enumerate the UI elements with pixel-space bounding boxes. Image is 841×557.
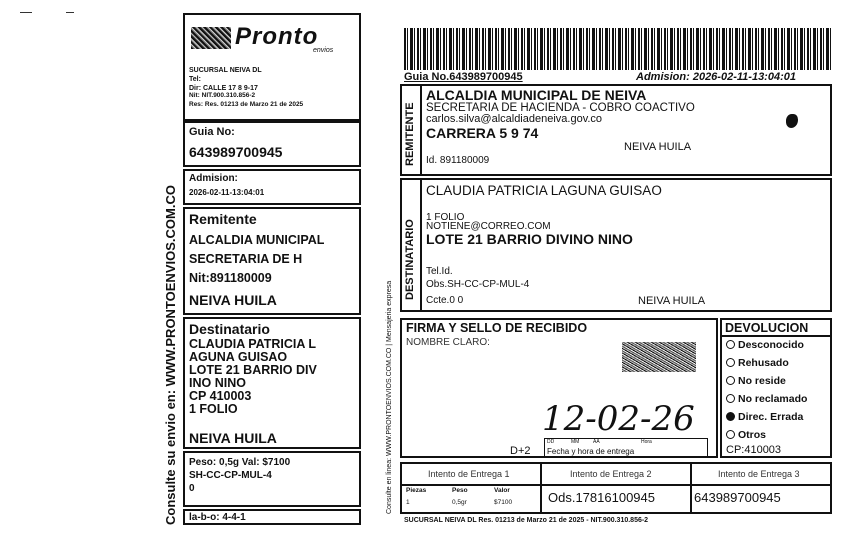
destinatario-city: NEIVA HUILA <box>638 295 706 307</box>
intento-label: Intento de Entrega 1 <box>428 469 510 479</box>
stub-remitente-box <box>183 207 361 315</box>
stub-peso-box <box>183 451 361 507</box>
stub-remitente-line: Nit:891180009 <box>189 271 272 285</box>
devolucion-title: DEVOLUCION <box>725 321 809 335</box>
stub-destinatario-label: Destinatario <box>189 321 270 337</box>
stub-code-line: SH-CC-CP-MUL-4 <box>189 470 272 481</box>
stub-guia-box <box>183 121 361 167</box>
remitente-tab: REMITENTE <box>404 102 416 166</box>
stub-guia-value: 643989700945 <box>189 144 283 160</box>
ods-number: Ods.17816100945 <box>548 490 655 505</box>
scan-mark <box>66 12 74 13</box>
fecha-col: AA <box>593 439 600 445</box>
stub-destinatario-box <box>183 317 361 449</box>
stub-logo-box <box>183 13 361 121</box>
top-barcode <box>404 28 832 70</box>
remitente-city: NEIVA HUILA <box>624 141 692 153</box>
stub-remitente-city: NEIVA HUILA <box>189 292 277 308</box>
signature-stamp-icon <box>622 342 696 372</box>
stub-admision-label: Admision: <box>189 173 238 184</box>
devolucion-option[interactable]: No reside <box>726 376 786 387</box>
piezas-value: 0,5gr <box>452 499 467 506</box>
d2-label: D+2 <box>510 445 531 457</box>
stub-peso-line: Peso: 0,5g Val: $7100 <box>189 457 291 468</box>
remitente-id: Id. 891180009 <box>426 155 490 166</box>
scan-mark <box>20 12 32 13</box>
piezas-value: $7100 <box>494 499 513 506</box>
remitente-address: CARRERA 5 9 74 <box>426 125 539 141</box>
remitente-line: SECRETARIA DE HACIENDA - COBRO COACTIVO <box>426 102 695 114</box>
stub-dir: Dir: CALLE 17 8 9-17 <box>189 85 258 92</box>
stub-admision-box <box>183 169 361 205</box>
radio-icon[interactable] <box>726 358 735 367</box>
stub-tbo-line: la-b-o: 4-4-1 <box>189 512 246 523</box>
main-guia-line: Guia No.643989700945 <box>404 71 523 83</box>
intentos-row <box>400 462 832 514</box>
remitente-line: ALCALDIA MUNICIPAL DE NEIVA <box>426 87 647 103</box>
destinatario-tel: Tel.Id. <box>426 266 453 277</box>
piezas-value: 1 <box>406 499 410 506</box>
stub-zero-line: 0 <box>189 483 195 494</box>
destinatario-folio: 1 FOLIO <box>426 212 465 223</box>
intento-label: Intento de Entrega 3 <box>718 469 800 479</box>
destinatario-tab: DESTINATARIO <box>404 219 416 300</box>
logo-wordmark: Pronto <box>235 23 319 50</box>
nombre-claro-label: NOMBRE CLARO: <box>406 337 490 348</box>
stub-destinatario-line: CLAUDIA PATRICIA L <box>189 337 317 351</box>
devolucion-option[interactable]: Direc. Errada <box>726 412 803 423</box>
radio-icon[interactable] <box>726 340 735 349</box>
logo-subtitle: envios <box>313 47 334 54</box>
radio-icon[interactable] <box>726 430 735 439</box>
devolucion-option[interactable]: Rehusado <box>726 358 789 369</box>
piezas-header: Peso <box>452 487 468 494</box>
stub-tel: Tel: <box>189 76 201 83</box>
radio-icon[interactable] <box>726 376 735 385</box>
stub-destinatario-line: CP 410003 <box>189 389 252 403</box>
stub-nit: Nit: NIT.900.310.856-2 <box>189 92 256 99</box>
stub-destinatario-line: 1 FOLIO <box>189 402 238 416</box>
destinatario-name: CLAUDIA PATRICIA LAGUNA GUISAO <box>426 183 662 198</box>
radio-checked-icon[interactable] <box>726 412 735 421</box>
fecha-col: MM <box>571 439 580 445</box>
stub-tbo-box <box>183 509 361 525</box>
fecha-label: Fecha y hora de entrega <box>547 447 635 456</box>
fecha-col: Hora <box>641 439 652 445</box>
destinatario-address: LOTE 21 BARRIO DIVINO NINO <box>426 231 633 247</box>
guia-bottom: 643989700945 <box>694 490 781 505</box>
main-footer: SUCURSAL NEIVA DL Res. 01213 de Marzo 21 de 2025 - NIT.900.310.856-2 <box>404 517 649 524</box>
main-side-text: Consulte en linea: WWW.PRONTOENVIOS.COM.CO | Mensajeria expresa <box>386 280 393 514</box>
stub-destinatario-city: NEIVA HUILA <box>189 430 277 446</box>
destinatario-email: NOTIENE@CORREO.COM <box>426 221 551 232</box>
stub-remitente-label: Remitente <box>189 211 257 227</box>
devolucion-option[interactable]: No reclamado <box>726 394 807 405</box>
fecha-col: DD <box>547 439 555 445</box>
stub-destinatario-line: LOTE 21 BARRIO DIV <box>189 363 317 377</box>
destinatario-section <box>400 178 832 312</box>
main-admision-line: Admision: 2026-02-11-13:04:01 <box>636 71 796 83</box>
stub-sucursal: SUCURSAL NEIVA DL <box>189 67 262 74</box>
handwritten-date: 12-02-26 <box>542 399 695 439</box>
piezas-header: Piezas <box>406 487 427 494</box>
remitente-section <box>400 84 832 176</box>
destinatario-obs: Obs.SH-CC-CP-MUL-4 <box>426 279 530 290</box>
piezas-header: Valor <box>494 487 510 494</box>
logo-speckle-icon <box>191 27 231 49</box>
pronto-logo <box>191 25 355 53</box>
stub-res: Res: Res. 01213 de Marzo 21 de 2025 <box>189 101 304 108</box>
stub-destinatario-line: INO NINO <box>189 376 246 390</box>
remitente-email: carlos.silva@alcaldiadeneiva.gov.co <box>426 113 603 125</box>
stub-admision-value: 2026-02-11-13:04:01 <box>189 188 265 197</box>
destinatario-cc: Ccte.0 0 <box>426 295 464 306</box>
stub-remitente-line: SECRETARIA DE H <box>189 252 303 266</box>
devolucion-option[interactable]: Desconocido <box>726 340 804 351</box>
devolucion-cp: CP:410003 <box>726 444 782 456</box>
firma-section <box>400 318 718 458</box>
stub-guia-label: Guia No: <box>189 126 235 138</box>
devolucion-option[interactable]: Otros <box>726 430 766 441</box>
ink-blot-icon <box>786 114 798 128</box>
intento-label: Intento de Entrega 2 <box>570 469 652 479</box>
stub-side-text: Consulte su envio en: WWW.PRONTOENVIOS.COM.CO <box>163 185 178 525</box>
fecha-box <box>544 438 708 458</box>
stub-destinatario-line: AGUNA GUISAO <box>189 350 288 364</box>
devolucion-section <box>720 318 832 458</box>
firma-title: FIRMA Y SELLO DE RECIBIDO <box>406 321 588 335</box>
radio-icon[interactable] <box>726 394 735 403</box>
stub-remitente-line: ALCALDIA MUNICIPAL <box>189 233 325 247</box>
